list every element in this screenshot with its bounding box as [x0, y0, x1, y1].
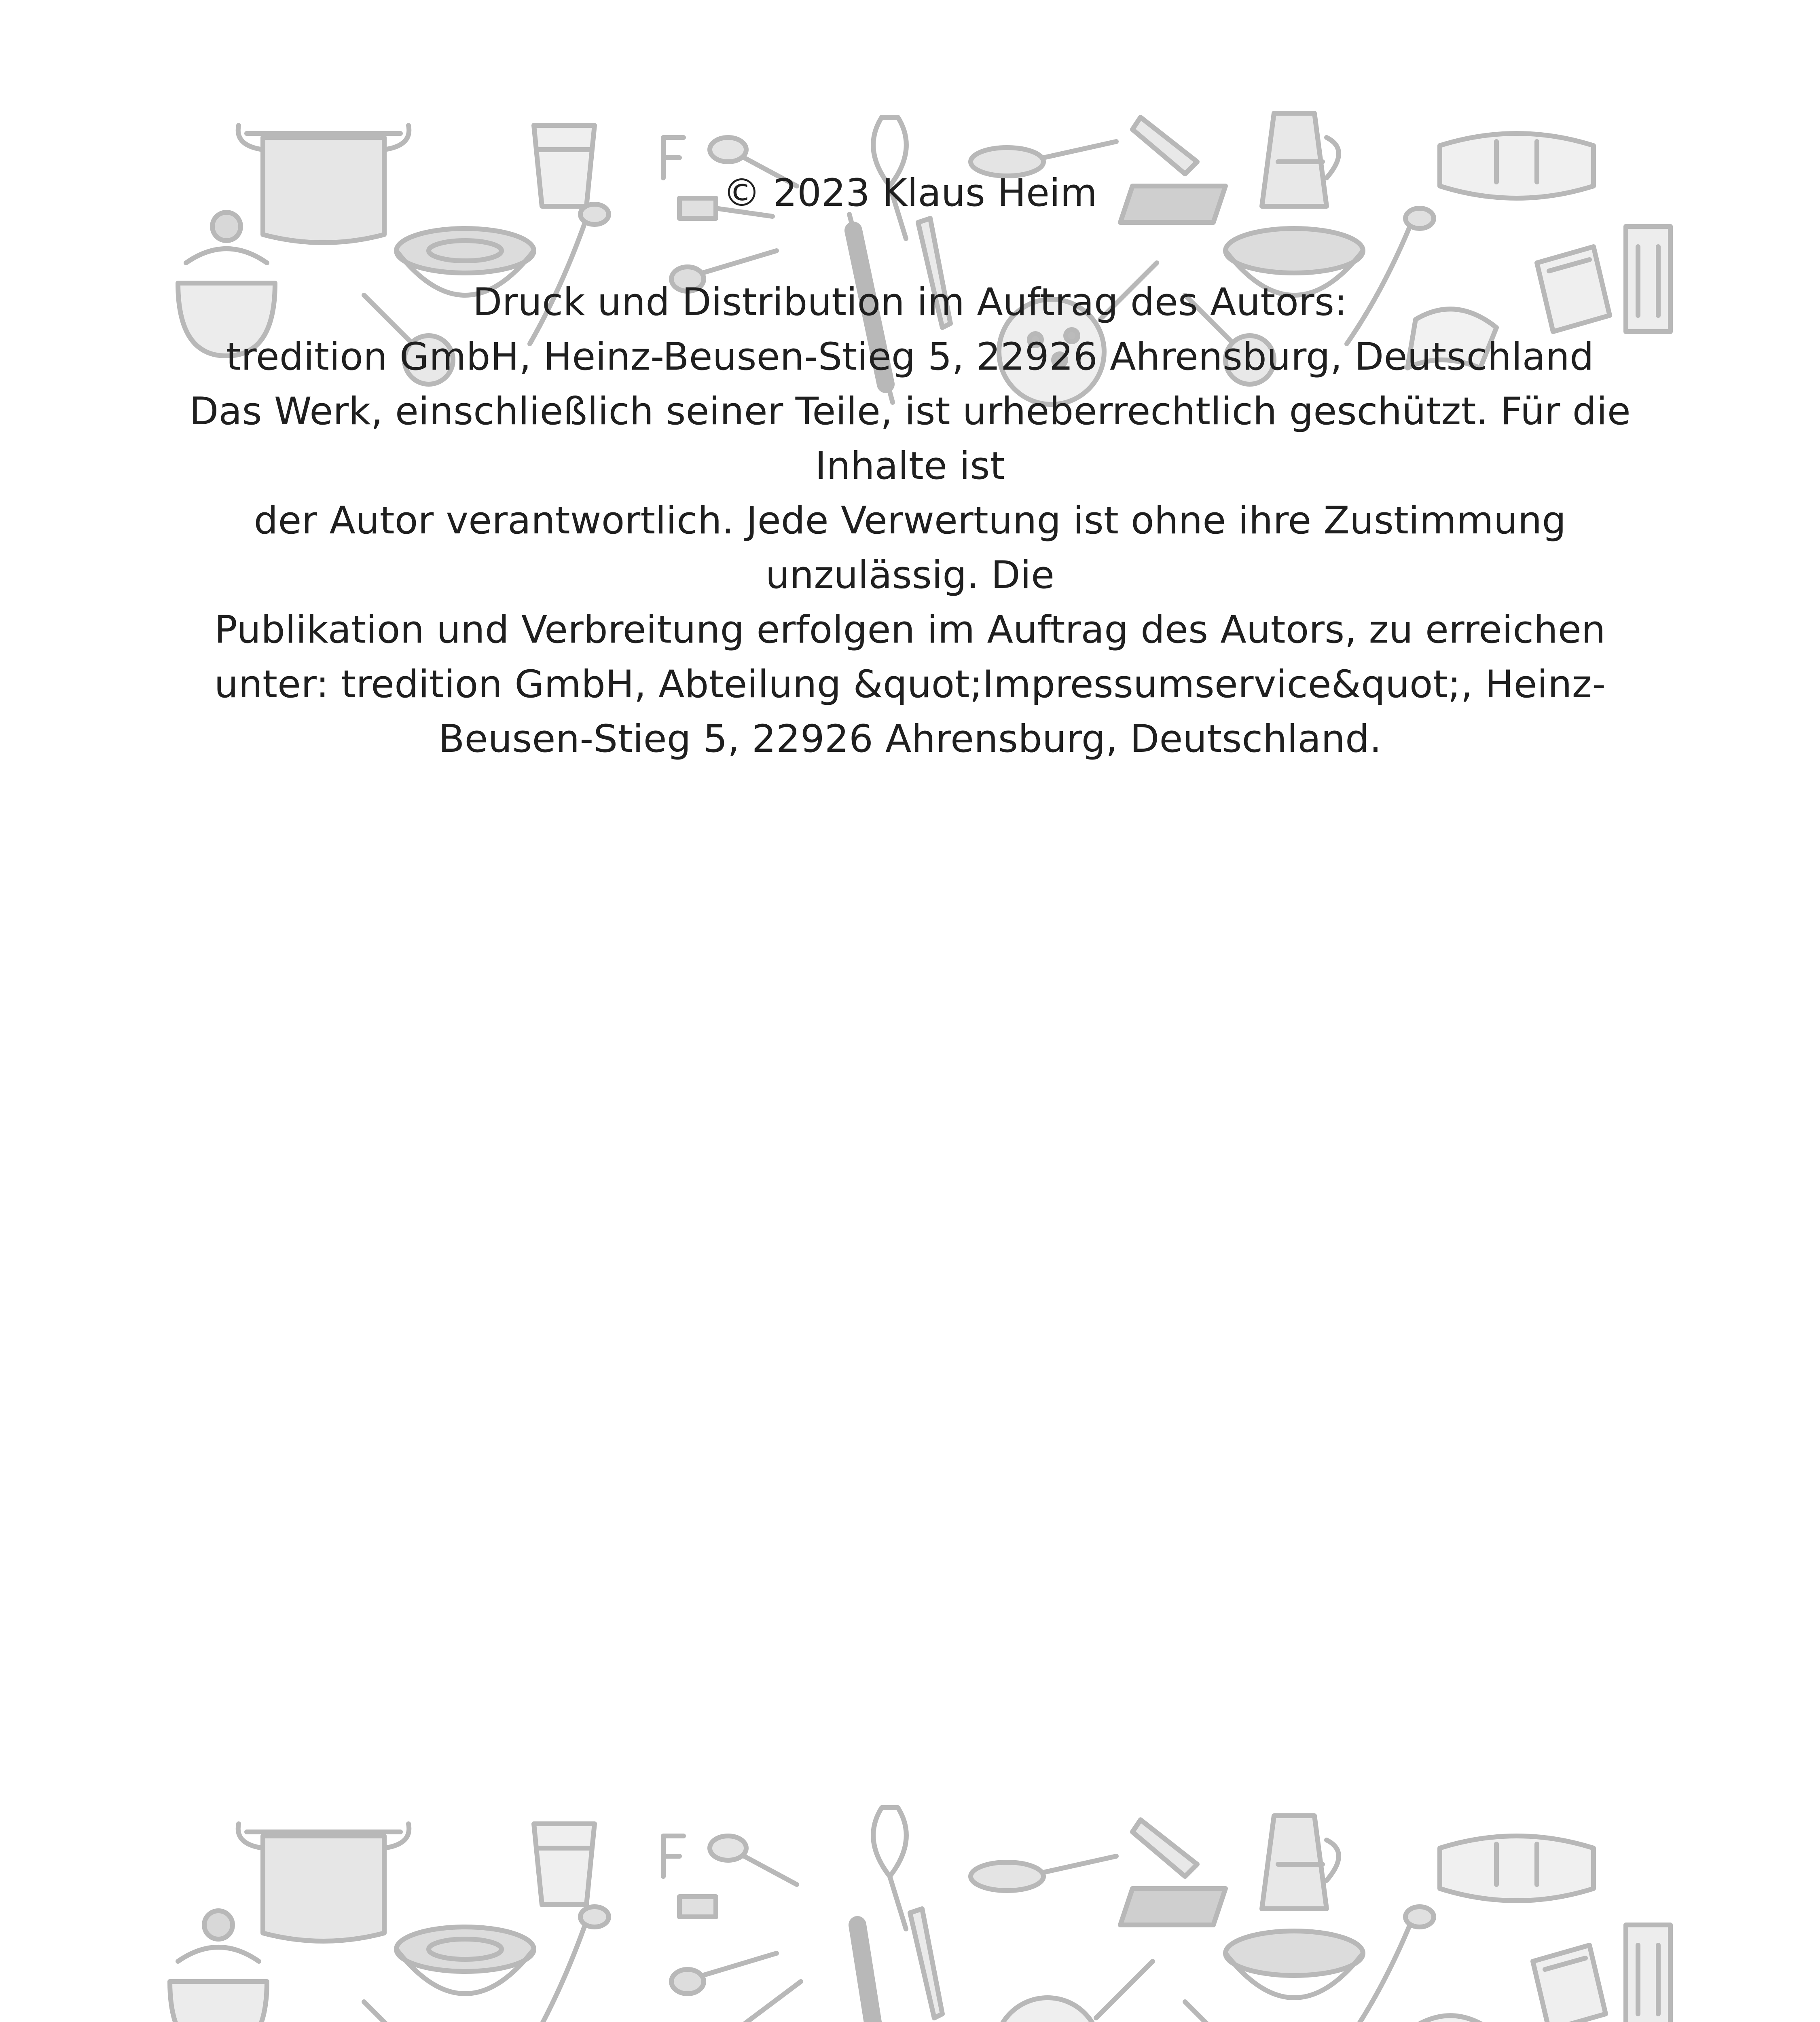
lid-pot-icon: [170, 1911, 267, 2022]
ladle-icon: [1347, 1907, 1434, 2022]
copyright-notice-line: Das Werk, einschließlich seiner Teile, ist urheberrechtlich geschützt. Für die: [189, 389, 1631, 434]
cake-tin-icon: [1440, 1836, 1594, 1901]
cutting-board-icon: [1120, 1889, 1225, 1925]
copyright-notice-line: unter: tredition GmbH, Abteilung &quot;Impressumservice&quot;, Heinz-: [214, 662, 1606, 706]
glass-icon: [534, 1824, 595, 1905]
ladle-icon: [530, 1907, 609, 2022]
knife-icon: [1132, 117, 1197, 174]
copyright-notice-line: Publikation und Verbreitung erfolgen im Auftrag des Autors, zu erreichen: [214, 608, 1606, 652]
cooking-pot-icon: [238, 1824, 409, 1941]
cloth-icon: [1407, 2016, 1496, 2022]
grater-icon: [1626, 1925, 1670, 2022]
knife-icon: [910, 1909, 942, 2018]
copyright-notice-line: Inhalte ist: [815, 444, 1005, 488]
copyright-notice-line: der Autor verantwortlich. Jede Verwertung ist ohne ihre Zustimmung: [254, 499, 1566, 543]
spacer: [170, 220, 1650, 275]
copyright-notice-line: Beusen-Stieg 5, 22926 Ahrensburg, Deutschland.: [438, 717, 1382, 761]
pan-icon: [971, 1856, 1116, 1891]
imprint-block: [170, 166, 1650, 766]
bottom-utensil-border: [0, 1791, 1820, 2022]
copyright-notice-line: unzulässig. Die: [765, 553, 1055, 597]
colander-icon: [995, 1961, 1153, 2022]
copyright-line: © 2023 Klaus Heim: [722, 171, 1098, 215]
whisk-icon: [873, 1808, 906, 1929]
bowl-icon: [1225, 1931, 1363, 1998]
scale-icon: [1533, 1945, 1606, 2022]
rolling-pin-icon: [857, 1925, 882, 2022]
print-distribution-heading: Druck und Distribution im Auftrag des Autors:: [472, 280, 1347, 324]
skimmer-icon: [1185, 2002, 1274, 2022]
spoon-icon: [663, 1836, 801, 2022]
bowl-icon: [396, 1927, 534, 1994]
skimmer-icon: [364, 2002, 453, 2022]
knife-icon: [1132, 1820, 1197, 1876]
jug-icon: [1262, 1816, 1339, 1909]
publisher-address: tredition GmbH, Heinz-Beusen-Stieg 5, 22926 Ahrensburg, Deutschland: [226, 335, 1594, 379]
